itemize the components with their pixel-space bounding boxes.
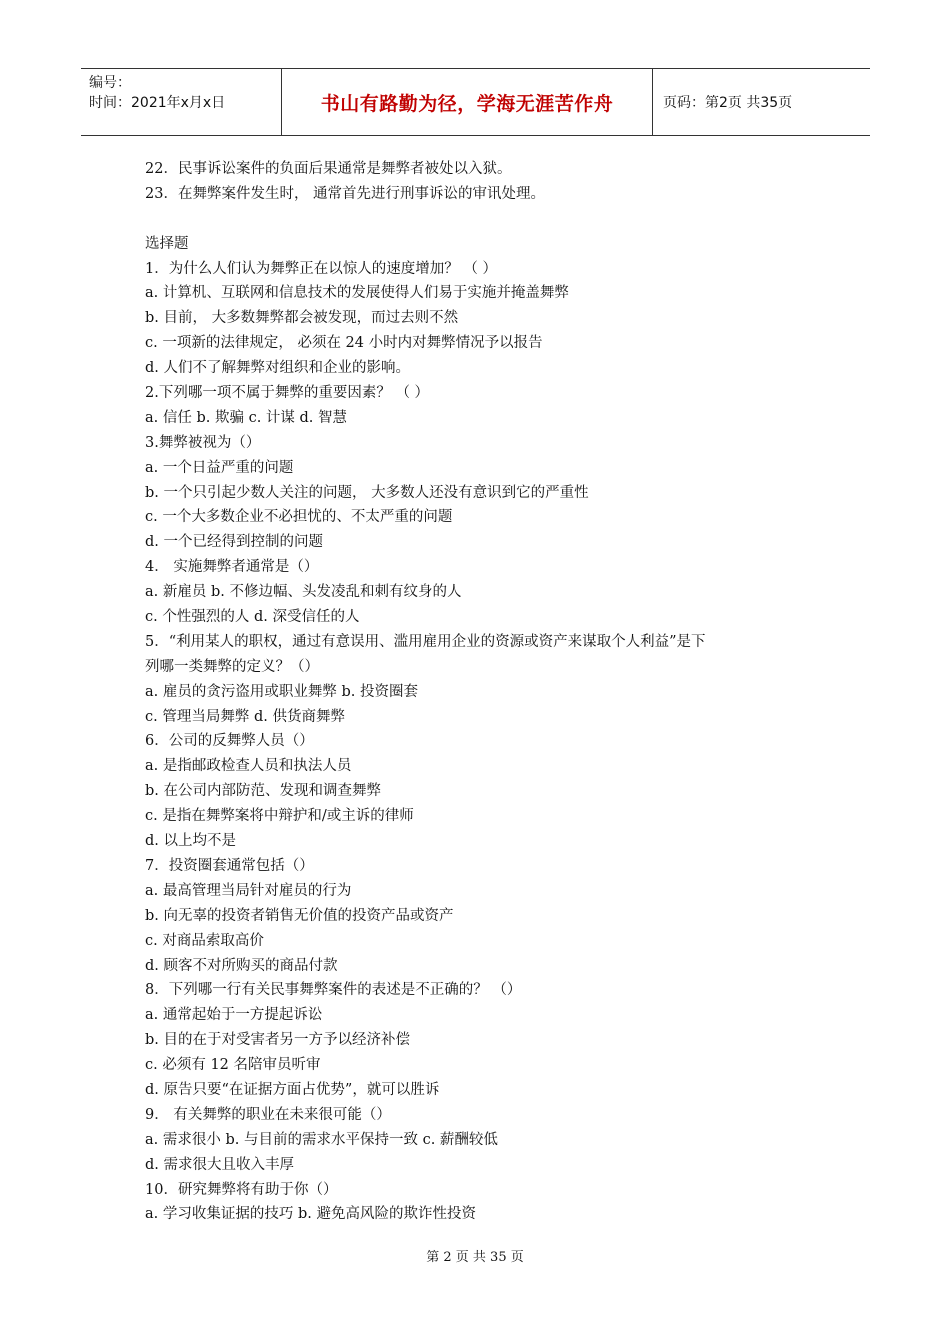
text-line: 5．“利用某人的职权，通过有意误用、滥用雇用企业的资源或资产来谋取个人利益”是下 [145, 633, 706, 650]
text-line: a. 是指邮政检查人员和执法人员 [145, 758, 352, 775]
header-motto: 书山有路勤为径，学海无涯苦作舟 [282, 69, 653, 135]
text-line: d. 一个已经得到控制的问题 [145, 534, 323, 551]
text-line: 1．为什么人们认为舞弊正在以惊人的速度增加？ （ ） [145, 260, 497, 277]
blank-line [145, 207, 825, 232]
text-line: a. 需求很小 b. 与目前的需求水平保持一致 c. 薪酬较低 [145, 1131, 498, 1148]
text-line: 6．公司的反舞弊人员（） [145, 733, 314, 750]
text-line: 22．民事诉讼案件的负面后果通常是舞弊者被处以入狱。 [145, 161, 512, 177]
text-line: 9． 有关舞弊的职业在未来很可能（） [145, 1106, 391, 1123]
text-line: a. 计算机、互联网和信息技术的发展使得人们易于实施并掩盖舞弊 [145, 285, 569, 302]
text-line: c. 管理当局舞弊 d. 供货商舞弊 [145, 708, 345, 725]
text-line: b. 在公司内部防范、发现和调查舞弊 [145, 783, 381, 800]
text-line: 7．投资圈套通常包括（） [145, 857, 314, 874]
text-line: c. 一项新的法律规定， 必须在 24 小时内对舞弊情况予以报告 [145, 335, 543, 352]
document-code-label: 编号： [89, 75, 131, 91]
text-line: a. 学习收集证据的技巧 b. 避免高风险的欺诈性投资 [145, 1206, 476, 1223]
text-line: c. 对商品索取高价 [145, 932, 264, 949]
text-line: 8．下列哪一行有关民事舞弊案件的表述是不正确的？ （） [145, 982, 522, 999]
text-line: a. 信任 b. 欺骗 c. 计谋 d. 智慧 [145, 409, 348, 426]
text-line: b. 一个只引起少数人关注的问题， 大多数人还没有意识到它的严重性 [145, 484, 589, 501]
text-line: c. 个性强烈的人 d. 深受信任的人 [145, 609, 360, 626]
text-line: b. 目的在于对受害者另一方予以经济补偿 [145, 1032, 410, 1049]
text-line: c. 必须有 12 名陪审员听审 [145, 1057, 321, 1074]
text-line: 选择题 [145, 235, 189, 252]
text-line: c. 是指在舞弊案将中辩护和/或主诉的律师 [145, 808, 414, 825]
text-line: d. 原告只要“在证据方面占优势”，就可以胜诉 [145, 1081, 440, 1098]
document-date-label: 时间：2021年x月x日 [89, 95, 226, 111]
header-meta [81, 69, 282, 135]
text-line: a. 雇员的贪污盗用或职业舞弊 b. 投资圈套 [145, 683, 418, 700]
text-line: a. 通常起始于一方提起诉讼 [145, 1007, 323, 1024]
text-line: d. 人们不了解舞弊对组织和企业的影响。 [145, 360, 410, 377]
page-footer: 第 2 页 共 35 页 [426, 1250, 524, 1265]
header-page-info: 页码：第2页 共35页 [663, 95, 793, 111]
text-line: a. 一个日益严重的问题 [145, 459, 294, 476]
text-line: 2.下列哪一项不属于舞弊的重要因素？ （ ） [145, 385, 430, 402]
text-line: b. 向无辜的投资者销售无价值的投资产品或资产 [145, 907, 454, 924]
text-line: b. 目前， 大多数舞弊都会被发现，而过去则不然 [145, 310, 459, 327]
document-body [145, 157, 825, 1227]
text-line: 3.舞弊被视为（） [145, 434, 261, 451]
text-line: 10．研究舞弊将有助于你（） [145, 1181, 338, 1198]
page-header [81, 68, 870, 136]
text-line: 4． 实施舞弊者通常是（） [145, 559, 319, 576]
text-line: d. 需求很大且收入丰厚 [145, 1156, 294, 1173]
text-line: d. 以上均不是 [145, 833, 236, 850]
text-line: 列哪一类舞弊的定义？（） [145, 658, 319, 675]
text-line: 23．在舞弊案件发生时， 通常首先进行刑事诉讼的审讯处理。 [145, 185, 546, 202]
text-line: a. 最高管理当局针对雇员的行为 [145, 882, 352, 899]
text-line: a. 新雇员 b. 不修边幅、头发凌乱和刺有纹身的人 [145, 584, 462, 601]
text-line: d. 顾客不对所购买的商品付款 [145, 957, 338, 974]
text-line: c. 一个大多数企业不必担忧的、不太严重的问题 [145, 509, 453, 526]
